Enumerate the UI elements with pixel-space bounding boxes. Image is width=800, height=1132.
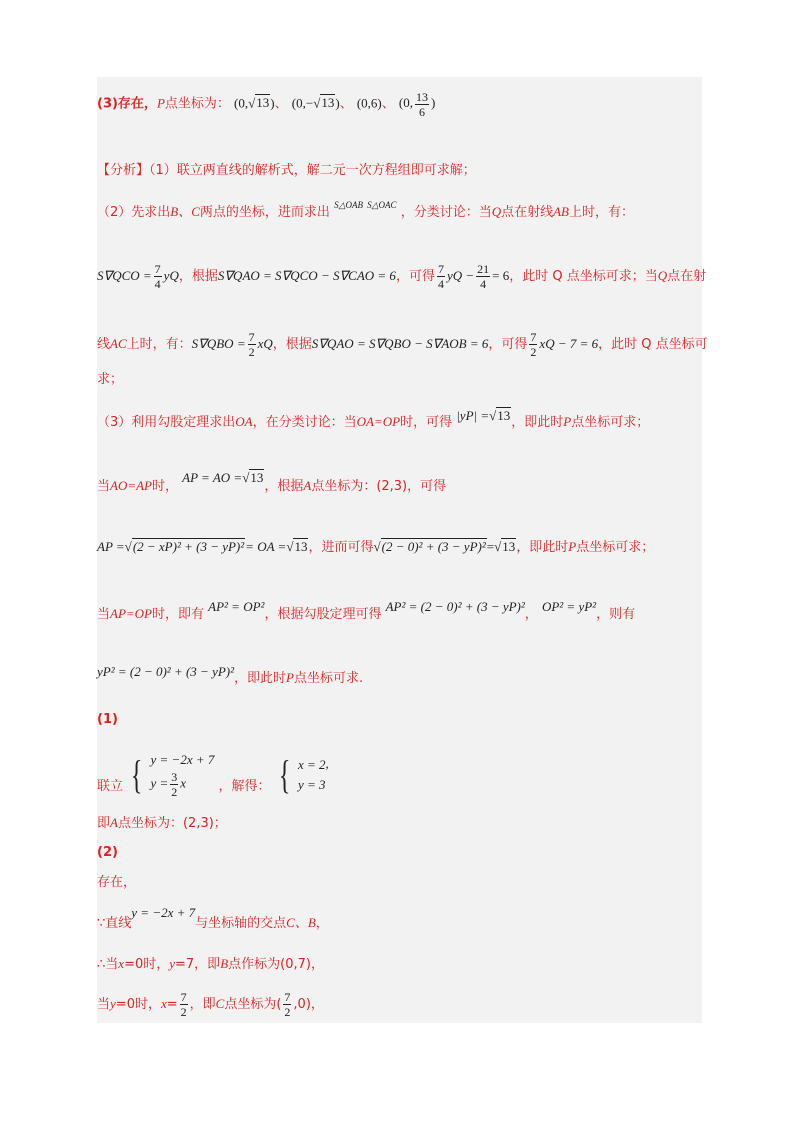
coord-4: (0, $\frac{13}{6}$ ) (398, 90, 436, 119)
solution-last: 当y=0时，x= $\frac{7}{2}$ ，即C点坐标为( $\frac{7}{2}$ ,0)， (97, 990, 324, 1019)
analysis-line-4: 线AC上时，有：S∇QBO = $\frac{7}{2}$ xQ，根据S∇QAO = S∇QBO − S∇AOB = 6，可得 $\frac{7}{2}$ xQ − 7 = 6，此时 Q 点坐标可 (97, 330, 708, 359)
analysis-line-7: 当AO=AP时， AP = AO =√13，根据A点坐标为：(2,3)，可得 (97, 470, 447, 494)
coord-2: (0,−√13) (291, 95, 340, 111)
analysis-line-9: 当AP=OP时，即有 AP² = OP²，根据勾股定理可得 AP² = (2 − 0)² + (3 − yP)²， OP² = yP²，则有 (97, 599, 636, 622)
solution-a-coord: 即A点坐标为：(2,3)； (97, 815, 227, 831)
coord-3: (0,6) (356, 95, 382, 111)
analysis-line-1: 【分析】（1）联立两直线的解析式，解二元一次方程组即可求解； (97, 163, 476, 178)
coord-1: (0,√13) (234, 95, 275, 111)
solution-because: ∵直线y = −2x + 7与坐标轴的交点C、B， (97, 905, 329, 931)
solution-exists: 存在， (97, 875, 137, 890)
analysis-line-8: AP =√(2 − xP)² + (3 − yP)²= OA =√13，进而可得√(2 − 0)² + (3 − yP)²=√13，即此时P点坐标可求； (97, 539, 655, 555)
analysis-line-3: S∇QCO = $\frac{7}{4}$ yQ，根据S∇QAO = S∇QCO − S∇CAO = 6，可得 $\frac{7}{4}$ yQ − $\frac{21}{4}$ = 6，此时 Q 点坐标可求；当Q点在射 (97, 262, 707, 291)
analysis-line-2: （2）先求出B、C两点的坐标，进而求出 $^{S\triangle OAB}$ $^{S\triangle OAC}$ ，分类讨论：当Q点在射线AB上时，有： (97, 200, 635, 220)
part3-answer: (3)存在，P点坐标为： (0,√13)、 (0,−√13)、 (0,6)、 (0, $\frac{13}{6}$ ) (97, 90, 436, 119)
part3-label: (3)存在， (97, 96, 157, 112)
analysis-line-5: 求； (97, 372, 124, 387)
solution-part-2: (2) (97, 845, 118, 860)
analysis-title: 【分析】 (97, 163, 150, 178)
solution-therefore: ∴当x=0时，y=7，即B点作标为(0,7)， (97, 956, 324, 972)
solution-part-1: (1) (97, 712, 118, 727)
solution-system: 联立 { y = −2x + 7 y = $\frac{3}{2}$ x ，解得： { x = 2 y = 3 , (97, 751, 329, 799)
analysis-line-10: yP² = (2 − 0)² + (3 − yP)²，即此时P点坐标可求. (97, 664, 364, 686)
analysis-line-6: （3）利用勾股定理求出OA，在分类讨论：当OA=OP时，可得 |yP| =√13，即此时P点坐标可求； (97, 408, 650, 430)
